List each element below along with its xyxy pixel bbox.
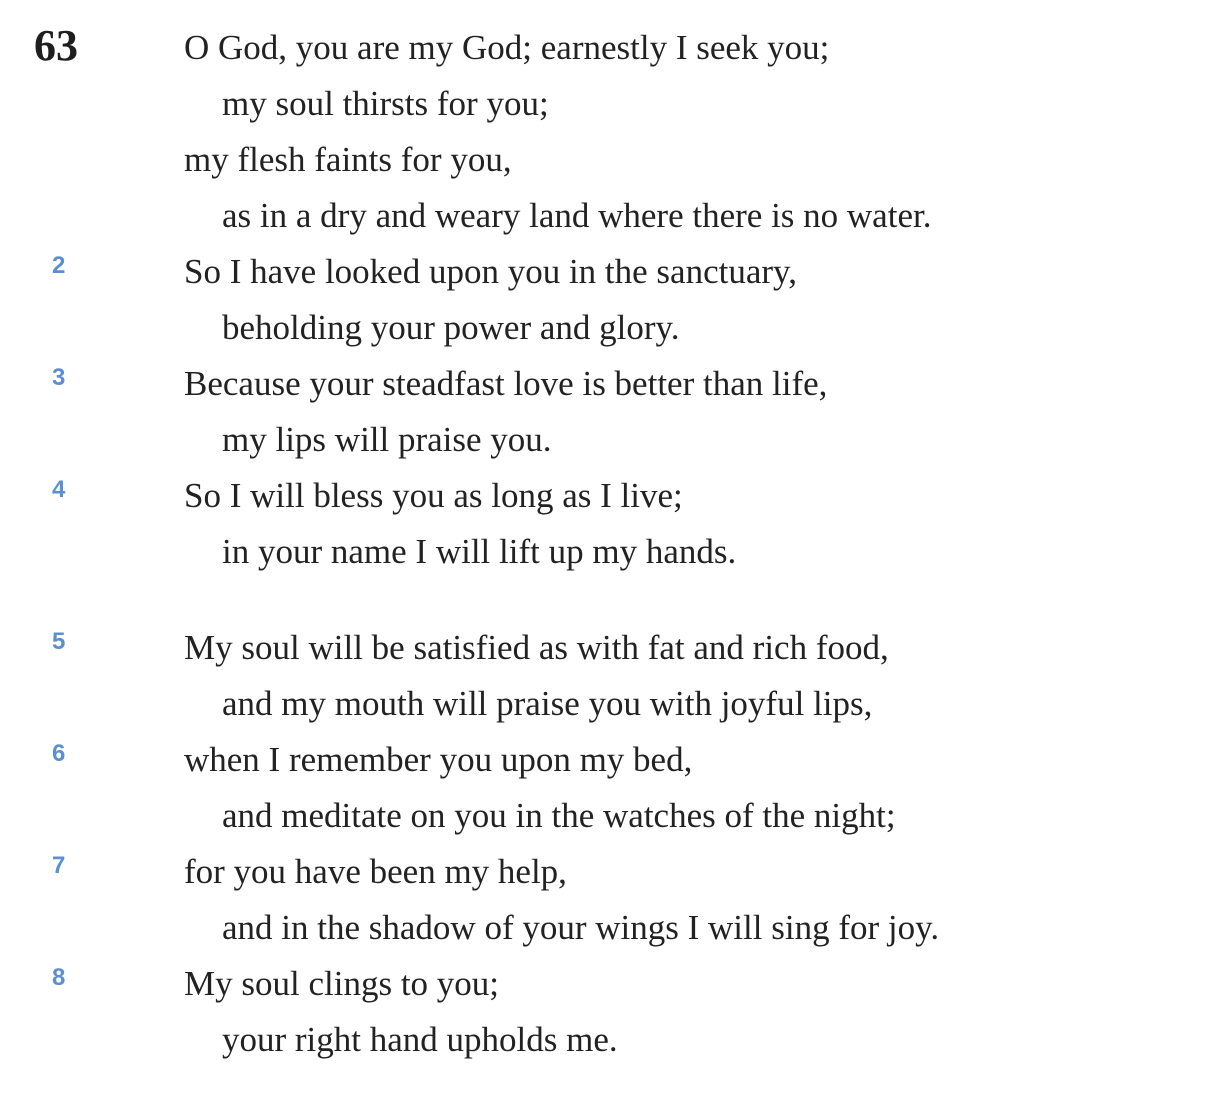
verse-number: 3 <box>52 364 66 391</box>
verse-line: Because your steadfast love is better than life, <box>184 364 828 403</box>
verse-number: 6 <box>52 740 66 767</box>
chapter-number: 63 <box>34 21 78 70</box>
verse-number: 8 <box>52 964 66 991</box>
verse-line: My soul clings to you; <box>184 964 500 1003</box>
verse-number: 7 <box>52 852 66 879</box>
verse-line: my flesh faints for you, <box>184 140 512 179</box>
verse-number: 4 <box>52 476 66 503</box>
verse-line: So I have looked upon you in the sanctuary, <box>184 252 798 291</box>
verse-line: O God, you are my God; earnestly I seek you; <box>184 28 830 67</box>
verse-line: for you have been my help, <box>184 852 567 891</box>
verse-line: and meditate on you in the watches of the night; <box>222 796 896 835</box>
verse-line: So I will bless you as long as I live; <box>184 476 683 515</box>
verse-line: and my mouth will praise you with joyful lips, <box>222 684 873 723</box>
verse-line: and in the shadow of your wings I will sing for joy. <box>222 908 940 947</box>
verse-line: as in a dry and weary land where there is no water. <box>222 196 932 235</box>
verse-line: in your name I will lift up my hands. <box>222 532 737 571</box>
verse-line: My soul will be satisfied as with fat and rich food, <box>184 628 889 667</box>
verse-line: when I remember you upon my bed, <box>184 740 693 779</box>
verse-number: 2 <box>52 252 66 279</box>
verse-line: my lips will praise you. <box>222 420 552 459</box>
verse-number: 5 <box>52 628 66 655</box>
verse-line: beholding your power and glory. <box>222 308 680 347</box>
verse-line: your right hand upholds me. <box>222 1020 618 1059</box>
verse-line: my soul thirsts for you; <box>222 84 549 123</box>
